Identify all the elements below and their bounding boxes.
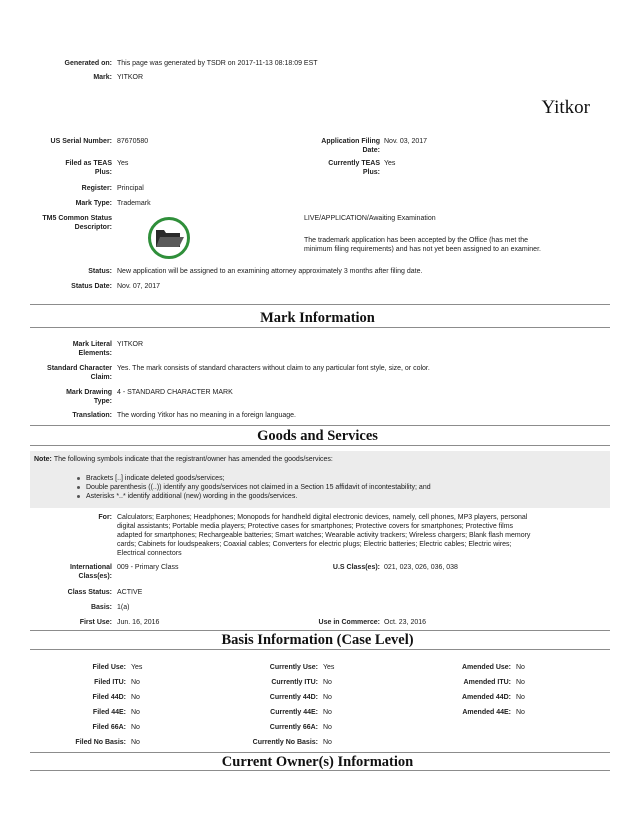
bullet-icon — [77, 486, 80, 489]
section-divider — [30, 649, 610, 650]
basis-grid-row — [0, 663, 635, 672]
filed-44d-label: Filed 44D: — [92, 694, 126, 701]
goods-for-line: cards; Cabinets for loudspeakers; Coaxial cables; Converters for electric plugs; Electric batteries; Electric cables; Electric wires; — [117, 541, 512, 548]
section-divider — [30, 304, 610, 305]
drawing-type-value: 4 - STANDARD CHARACTER MARK — [117, 389, 233, 396]
currently-no-basis-value: No — [323, 739, 332, 746]
use-dates-row — [0, 618, 635, 627]
currently-teas-plus-label — [270, 159, 380, 177]
currently-no-basis-label: Currently No Basis: — [252, 739, 318, 746]
note-label: Note: — [34, 456, 52, 463]
filed-teas-plus-label — [10, 159, 112, 177]
status-date-label: Status Date: — [71, 283, 112, 290]
translation-row — [0, 411, 635, 420]
status-date-value: Nov. 07, 2017 — [117, 283, 161, 290]
note-bullet — [30, 483, 610, 492]
status-row — [0, 267, 635, 276]
first-use-label: First Use: — [79, 619, 112, 626]
bullet-icon — [77, 495, 80, 498]
filed-teas-plus-label-line: Plus: — [94, 169, 112, 176]
goods-services-heading: Goods and Services — [257, 428, 378, 444]
basis-value: 1(a) — [117, 604, 130, 611]
basis-grid-row — [0, 723, 635, 732]
note-line — [34, 455, 333, 464]
standard-character-label-line: Standard Character — [47, 365, 112, 372]
note-bullet — [30, 492, 610, 501]
filed-66a-label: Filed 66A: — [92, 724, 126, 731]
currently-44e-label: Currently 44E: — [270, 709, 318, 716]
literal-elements-label-line: Elements: — [78, 350, 112, 357]
filing-date-label-line: Application Filing — [321, 138, 380, 145]
goods-for-line: Calculators; Earphones; Headphones; Monopods for handheld digital electronic devices, namely, cell phones, MP3 players, personal — [117, 514, 528, 521]
drawing-type-label — [10, 388, 112, 406]
filing-date-value: Nov. 03, 2017 — [384, 138, 428, 145]
serial-number-value: 87670580 — [117, 138, 149, 145]
tm5-description-line: The trademark application has been accepted by the Office (has met the — [304, 237, 528, 244]
section-divider — [30, 445, 610, 446]
amendment-note — [30, 451, 610, 508]
currently-teas-plus-label-line: Currently TEAS — [328, 160, 380, 167]
currently-66a-value: No — [323, 724, 332, 731]
filing-date-label-line: Date: — [362, 147, 380, 154]
literal-elements-label-line: Mark Literal — [72, 341, 112, 348]
basis-grid-row — [0, 738, 635, 747]
mark-label: Mark: — [93, 74, 112, 81]
filing-date-label — [270, 137, 380, 155]
currently-itu-value: No — [323, 679, 332, 686]
literal-elements-row — [0, 340, 635, 357]
generated-on-label: Generated on: — [64, 60, 112, 67]
serial-filing-row — [0, 137, 635, 154]
amended-use-value: No — [516, 664, 525, 671]
drawing-type-row — [0, 388, 635, 405]
mark-type-value: Trademark — [117, 200, 151, 207]
filed-44d-value: No — [131, 694, 140, 701]
folder-icon — [147, 216, 191, 260]
serial-number-label: US Serial Number: — [50, 138, 112, 145]
translation-value: The wording Yitkor has no meaning in a foreign language. — [117, 412, 297, 419]
filed-44e-label: Filed 44E: — [92, 709, 126, 716]
international-class-value: 009 - Primary Class — [117, 564, 179, 571]
amended-44d-label: Amended 44D: — [461, 694, 511, 701]
currently-teas-plus-value: Yes — [384, 160, 396, 167]
literal-elements-value: YITKOR — [117, 341, 144, 348]
filed-no-basis-label: Filed No Basis: — [75, 739, 126, 746]
mark-type-row — [0, 199, 635, 208]
us-class-value: 021, 023, 026, 036, 038 — [384, 564, 458, 571]
note-bullet-text: Asterisks *..* identify additional (new) wording in the goods/services. — [86, 493, 298, 500]
currently-44d-label: Currently 44D: — [269, 694, 318, 701]
currently-use-value: Yes — [323, 664, 335, 671]
currently-use-label: Currently Use: — [269, 664, 318, 671]
standard-character-label — [10, 364, 112, 382]
mark-information-heading: Mark Information — [260, 310, 375, 326]
class-status-row — [0, 588, 635, 597]
drawing-type-label-line: Mark Drawing — [66, 389, 112, 396]
international-class-label — [10, 563, 112, 581]
tm5-description-line: minimum filing requirements) and has not yet been assigned to an examiner. — [304, 246, 541, 253]
section-divider — [30, 770, 610, 771]
currently-66a-label: Currently 66A: — [269, 724, 318, 731]
register-row — [0, 184, 635, 193]
status-date-row — [0, 282, 635, 291]
translation-label: Translation: — [72, 412, 112, 419]
basis-row — [0, 603, 635, 612]
goods-for-line: adapted for smartphones; Rechargeable batteries; Smart watches; Wearable activity trackers; Wireless chargers; Blank flash memory — [117, 532, 531, 539]
goods-for-line: digital assistants; Portable media players; Protective cases for smartphones; Protective covers for smartphones; Protective films — [117, 523, 514, 530]
filed-no-basis-value: No — [131, 739, 140, 746]
filed-itu-value: No — [131, 679, 140, 686]
standard-character-row — [0, 364, 635, 381]
goods-for-row — [0, 513, 635, 557]
use-in-commerce-value: Oct. 23, 2016 — [384, 619, 427, 626]
current-owner-heading: Current Owner(s) Information — [221, 754, 414, 770]
class-status-value: ACTIVE — [117, 589, 143, 596]
goods-for-line: Electrical connectors — [117, 550, 182, 557]
amended-use-label: Amended Use: — [461, 664, 511, 671]
note-bullet-text: Double parenthesis ((..)) identify any goods/services not claimed in a Section 15 affidavit of incontestability; and — [86, 484, 431, 491]
basis-label: Basis: — [90, 604, 112, 611]
amended-44e-value: No — [516, 709, 525, 716]
use-in-commerce-label: Use in Commerce: — [318, 619, 380, 626]
filed-use-value: Yes — [131, 664, 143, 671]
note-text: The following symbols indicate that the registrant/owner has amended the goods/services: — [53, 456, 333, 463]
section-divider — [30, 327, 610, 328]
drawing-type-label-line: Type: — [93, 398, 112, 405]
goods-for-label: For: — [98, 514, 112, 521]
status-label: Status: — [88, 268, 112, 275]
basis-grid-row — [0, 678, 635, 687]
class-row — [0, 563, 635, 580]
mark-value: YITKOR — [117, 74, 144, 81]
filed-itu-label: Filed ITU: — [94, 679, 126, 686]
tm5-status-text: LIVE/APPLICATION/Awaiting Examination — [304, 215, 436, 222]
literal-elements-label — [10, 340, 112, 358]
status-value: New application will be assigned to an examining attorney approximately 3 months after filing date. — [117, 268, 423, 275]
register-label: Register: — [81, 185, 112, 192]
filed-teas-plus-value: Yes — [117, 160, 129, 167]
generated-on-row — [0, 59, 635, 68]
filed-use-label: Filed Use: — [92, 664, 126, 671]
tm5-descriptor-row — [0, 214, 635, 253]
international-class-label-line: International — [69, 564, 112, 571]
generated-on-value: This page was generated by TSDR on 2017-11-13 08:18:09 EST — [117, 60, 318, 67]
amended-itu-value: No — [516, 679, 525, 686]
mark-type-label: Mark Type: — [75, 200, 112, 207]
bullet-icon — [77, 477, 80, 480]
basis-information-heading: Basis Information (Case Level) — [221, 632, 414, 648]
teas-plus-row — [0, 159, 635, 176]
section-divider — [30, 425, 610, 426]
currently-itu-label: Currently ITU: — [271, 679, 318, 686]
tm5-descriptor-label-line: TM5 Common Status — [42, 215, 112, 222]
mark-row — [0, 73, 635, 82]
note-bullet — [30, 474, 610, 483]
currently-44d-value: No — [323, 694, 332, 701]
basis-grid-row — [0, 708, 635, 717]
tm5-descriptor-label-line: Descriptor: — [74, 224, 112, 231]
class-status-label: Class Status: — [67, 589, 112, 596]
amended-itu-label: Amended ITU: — [463, 679, 511, 686]
currently-teas-plus-label-line: Plus: — [362, 169, 380, 176]
filed-44e-value: No — [131, 709, 140, 716]
mark-display-title: Yitkor — [541, 97, 590, 118]
standard-character-value: Yes. The mark consists of standard characters without claim to any particular font style, size, or color. — [117, 365, 430, 372]
standard-character-label-line: Claim: — [90, 374, 112, 381]
tm5-descriptor-label — [10, 214, 112, 232]
filed-teas-plus-label-line: Filed as TEAS — [65, 160, 112, 167]
amended-44d-value: No — [516, 694, 525, 701]
first-use-value: Jun. 16, 2016 — [117, 619, 160, 626]
us-class-label: U.S Class(es): — [332, 564, 380, 571]
currently-44e-value: No — [323, 709, 332, 716]
amended-44e-label: Amended 44E: — [462, 709, 511, 716]
note-bullet-text: Brackets [..] indicate deleted goods/services; — [86, 475, 225, 482]
filed-66a-value: No — [131, 724, 140, 731]
register-value: Principal — [117, 185, 144, 192]
international-class-label-line: Class(es): — [78, 573, 112, 580]
basis-grid-row — [0, 693, 635, 702]
